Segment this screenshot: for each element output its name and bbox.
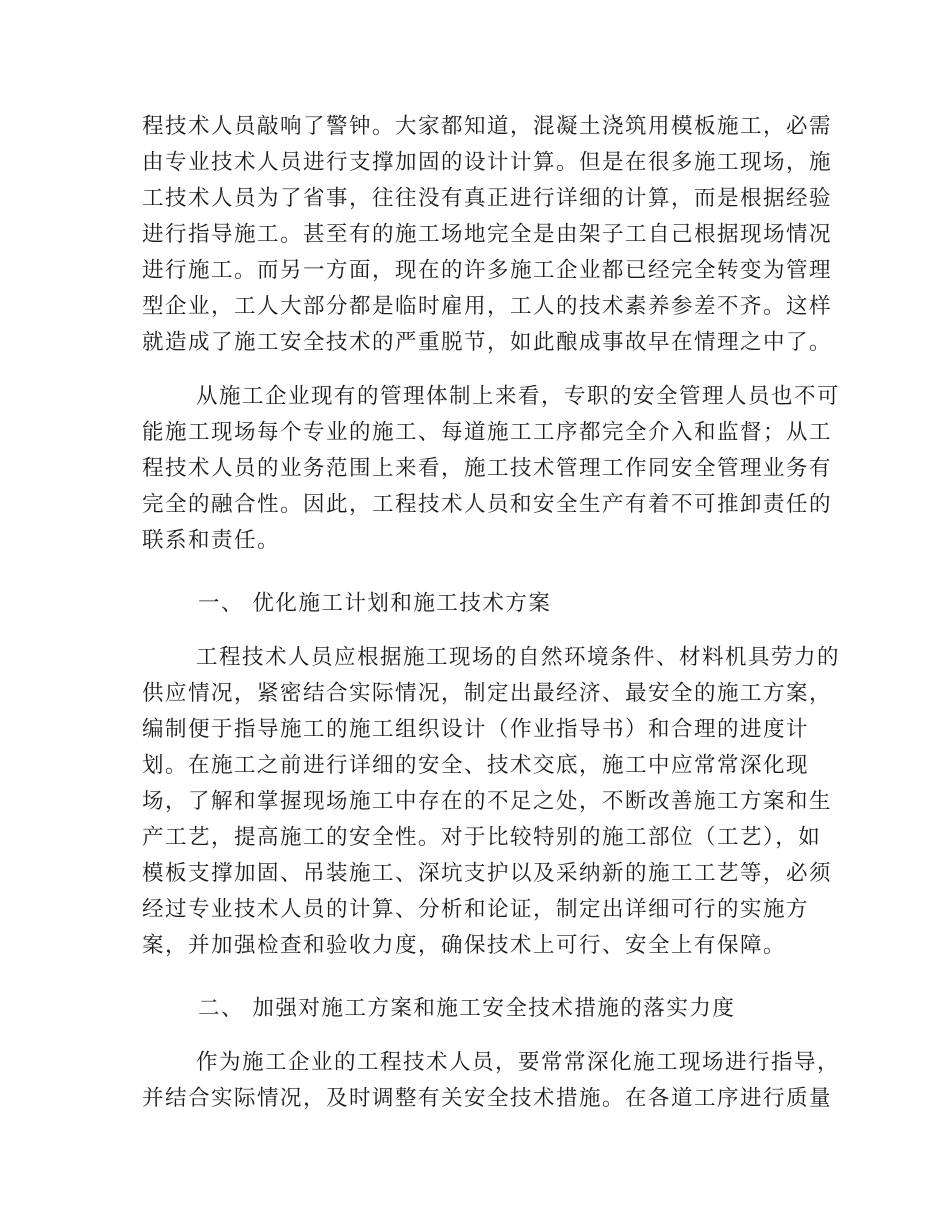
paragraph-3-line-2: 供应情况，紧密结合实际情况，制定出最经济、最安全的施工方案， [142,681,833,706]
paragraph-2-line-1: 从施工企业现有的管理体制上来看，专职的安全管理人员也不可 [196,384,841,409]
paragraph-3-line-8: 经过专业技术人员的计算、分析和论证，制定出详细可行的实施方 [142,897,810,922]
paragraph-3-line-5: 场，了解和掌握现场施工中存在的不足之处，不断改善施工方案和生 [142,789,833,814]
paragraph-1-line-1: 程技术人员敲响了警钟。大家都知道，混凝土浇筑用模板施工，必需 [142,114,833,139]
paragraph-3-line-1: 工程技术人员应根据施工现场的自然环境条件、材料机具劳力的 [196,645,841,670]
paragraph-2-line-3: 程技术人员的业务范围上来看，施工技术管理工作同安全管理业务有 [142,456,833,481]
paragraph-3-line-9: 案，并加强检查和验收力度，确保技术上可行、安全上有保障。 [142,933,787,958]
paragraph-1-line-3: 工技术人员为了省事，往往没有真正进行详细的计算，而是根据经验 [142,186,833,211]
paragraph-4-line-2: 并结合实际情况，及时调整有关安全技术措施。在各道工序进行质量 [142,1086,833,1111]
paragraph-1-line-6: 型企业，工人大部分都是临时雇用，工人的技术素养参差不齐。这样 [142,294,833,319]
paragraph-3-line-6: 产工艺，提高施工的安全性。对于比较特别的施工部位（工艺），如 [142,825,822,850]
section-heading-1: 一、 优化施工计划和施工技术方案 [198,591,552,616]
paragraph-1-line-2: 由专业技术人员进行支撑加固的设计计算。但是在很多施工现场，施 [142,150,833,175]
paragraph-1-line-4: 进行指导施工。甚至有的施工场地完全是由架子工自己根据现场情况 [142,222,833,247]
paragraph-3-line-3: 编制便于指导施工的施工组织设计（作业指导书）和合理的进度计 [142,717,810,742]
paragraph-1-line-5: 进行施工。而另一方面，现在的许多施工企业都已经完全转变为管理 [142,258,833,283]
paragraph-2-line-2: 能施工现场每个专业的施工、每道施工工序都完全介入和监督；从工 [142,420,833,445]
paragraph-4-line-1: 作为施工企业的工程技术人员，要常常深化施工现场进行指导， [196,1050,841,1075]
paragraph-1-line-7: 就造成了施工安全技术的严重脱节，如此酿成事故早在情理之中了。 [142,330,833,355]
section-heading-2: 二、 加强对施工方案和施工安全技术措施的落实力度 [198,996,736,1021]
paragraph-2-line-5: 联系和责任。 [142,528,281,553]
paragraph-3-line-4: 划。在施工之前进行详细的安全、技术交底，施工中应常常深化现 [142,753,810,778]
paragraph-3-line-7: 模板支撑加固、吊装施工、深坑支护以及采纳新的施工工艺等，必须 [142,861,833,886]
paragraph-2-line-4: 完全的融合性。因此，工程技术人员和安全生产有着不可推卸责任的 [142,492,833,517]
